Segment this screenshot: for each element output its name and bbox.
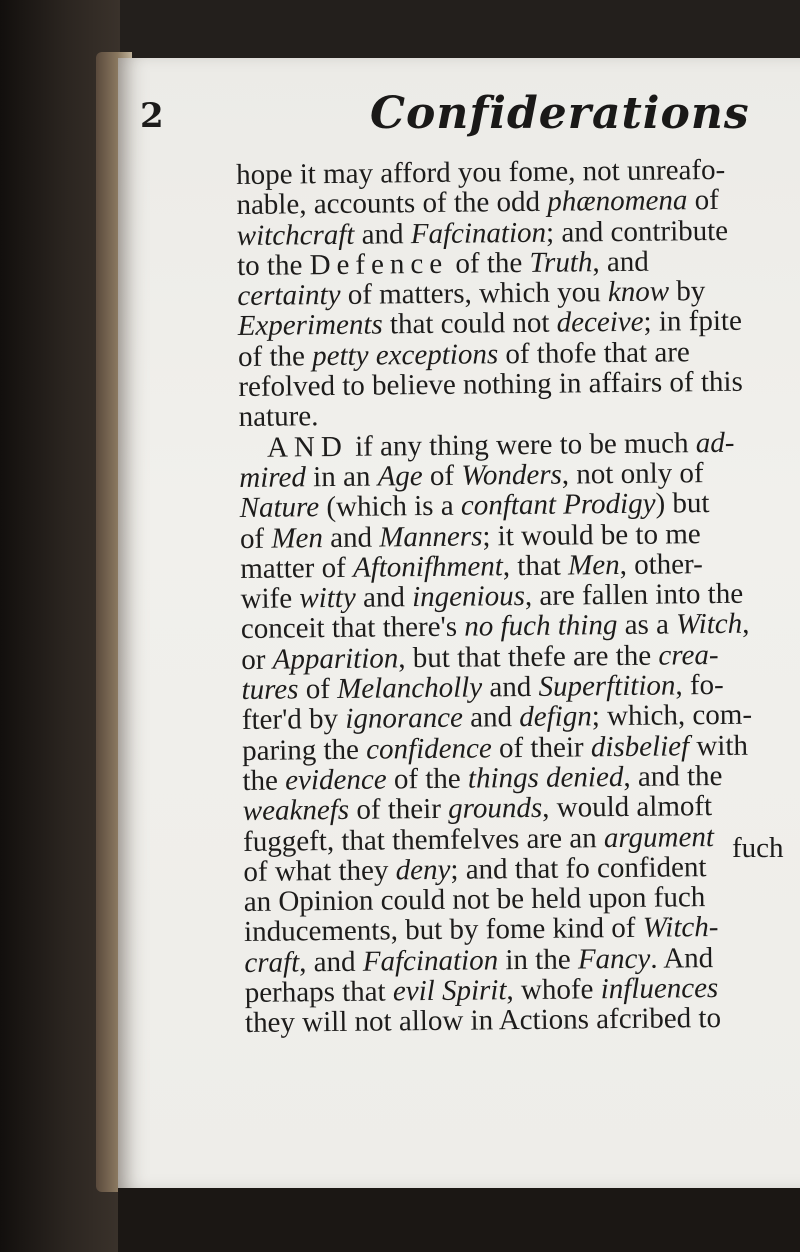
text-segment: , and the	[623, 759, 723, 793]
text-segment: deceive	[556, 306, 644, 340]
text-segment: no fuch thing	[464, 609, 618, 644]
text-line	[237, 215, 797, 251]
text-segment: Nature	[239, 491, 320, 525]
text-segment: things denied	[467, 760, 624, 795]
text-segment: , fo-	[675, 668, 724, 702]
text-segment: phænomena	[547, 184, 688, 219]
text-segment: grounds	[448, 792, 543, 826]
text-segment: or	[241, 643, 273, 676]
text-segment: confidence	[366, 731, 492, 766]
text-segment: they will not allow in Actions afcribed to	[244, 1002, 722, 1040]
text-segment: know	[607, 275, 670, 309]
text-segment: and	[462, 701, 520, 734]
text-segment: fter'd by	[241, 703, 346, 737]
text-segment: Wonders	[461, 458, 562, 492]
text-segment: of	[687, 184, 720, 217]
text-segment: in an	[305, 460, 378, 494]
text-segment: nature.	[238, 400, 319, 434]
text-segment: of their	[348, 793, 449, 827]
text-segment: Fafcination	[362, 944, 499, 978]
text-segment: Witch	[675, 608, 743, 641]
text-segment: that could not	[382, 307, 557, 341]
text-segment: the	[242, 764, 286, 797]
text-segment: Aftonifhment	[352, 550, 503, 584]
page-number: 2	[140, 96, 164, 136]
text-segment: argument	[603, 820, 715, 854]
text-segment: ignorance	[345, 701, 464, 736]
text-line	[244, 912, 800, 948]
text-segment: Fafcination	[410, 216, 547, 250]
text-segment: inducements, but by fome kind of	[243, 912, 643, 949]
text-segment: refolved to believe nothing in affairs of this	[238, 365, 743, 404]
text-segment: of the	[448, 246, 530, 280]
text-segment: Experiments	[237, 308, 383, 343]
text-line	[238, 306, 798, 342]
text-segment: hope it may afford you fome, not unreafo-	[235, 153, 726, 191]
body-text	[236, 154, 800, 1038]
text-segment: ; and that fo confident	[450, 850, 707, 886]
text-segment: nable, accounts of the odd	[236, 186, 548, 222]
text-segment: , would almoft	[542, 790, 713, 825]
text-line	[242, 760, 800, 796]
text-segment: of the	[237, 339, 313, 373]
text-segment: AND	[266, 430, 349, 464]
text-segment: of	[422, 459, 462, 493]
text-segment: defign	[519, 700, 592, 734]
text-segment: of thofe that are	[497, 336, 690, 371]
text-segment: Superftition	[538, 669, 676, 703]
text-segment: Men	[271, 521, 324, 555]
text-segment: ; it would be to me	[482, 517, 701, 553]
text-segment: , and	[592, 245, 649, 279]
text-segment: matter of	[240, 551, 354, 585]
text-segment: evil Spirit	[392, 974, 507, 1008]
text-segment: mired	[239, 461, 307, 494]
text-segment: Truth	[529, 246, 593, 279]
text-segment: petty exceptions	[311, 338, 499, 372]
text-segment: certainty	[237, 279, 341, 313]
text-segment: ad-	[695, 426, 735, 459]
text-segment: ; in fpite	[643, 305, 743, 339]
running-head: Confiderations	[370, 88, 750, 139]
text-segment: conftant Prodigy	[460, 487, 656, 522]
text-segment: and	[355, 581, 413, 614]
text-segment: witchcraft	[236, 218, 355, 252]
text-segment: an Opinion could not be held upon fuch	[243, 881, 706, 919]
text-segment: , but that thefe are the	[398, 639, 659, 675]
text-segment: of the	[386, 762, 469, 796]
text-segment: , are fallen into the	[524, 577, 744, 613]
text-segment: of matters, which you	[340, 276, 609, 312]
text-segment: tures	[241, 673, 299, 707]
text-segment: , and	[299, 945, 363, 979]
text-segment: influences	[600, 972, 719, 1006]
text-segment: , other-	[619, 547, 703, 581]
text-segment: and	[481, 670, 539, 704]
text-segment: and	[322, 521, 380, 554]
text-segment: of	[298, 673, 338, 706]
text-segment: ) but	[655, 487, 710, 520]
text-segment: weaknefs	[242, 794, 350, 828]
text-segment: Manners	[379, 520, 483, 554]
text-segment: with	[688, 729, 749, 762]
text-segment: to the	[236, 249, 310, 282]
text-segment: deny	[395, 853, 451, 887]
text-segment: Witch-	[642, 911, 719, 945]
text-segment: as a	[617, 608, 677, 642]
text-segment: fuggeft, that themfelves are an	[242, 821, 605, 858]
text-segment: wife	[240, 582, 300, 616]
text-segment: Fancy	[577, 942, 651, 976]
text-segment: , not only of	[561, 457, 704, 491]
text-segment: perhaps that	[244, 975, 394, 1009]
text-segment: and	[354, 217, 411, 251]
text-segment: by	[668, 275, 706, 308]
text-segment: ; which, com-	[591, 698, 753, 733]
text-segment: disbelief	[590, 729, 690, 763]
text-segment: . And	[650, 941, 714, 975]
text-line	[239, 427, 799, 463]
text-segment: of	[239, 522, 272, 555]
catchword: fuch	[732, 832, 784, 864]
text-segment: ,	[742, 608, 750, 641]
text-segment: Defence	[309, 247, 449, 282]
text-segment: crea-	[658, 638, 719, 672]
text-segment: of their	[491, 730, 592, 764]
text-segment: paring the	[242, 733, 367, 767]
text-segment: conceit that there's	[240, 611, 465, 646]
text-segment: (which is a	[318, 489, 462, 524]
text-segment: ; and contribute	[545, 214, 729, 249]
text-segment: ingenious	[411, 580, 526, 614]
text-segment: witty	[299, 581, 356, 615]
text-segment: Apparition	[272, 642, 399, 676]
text-segment: , that	[502, 549, 569, 583]
text-segment: evidence	[285, 763, 387, 797]
text-segment: Melancholly	[336, 671, 483, 706]
text-line	[245, 1002, 800, 1038]
text-segment: Men	[567, 548, 620, 582]
text-segment: craft	[244, 946, 300, 979]
text-segment: if any thing were to be much	[347, 426, 696, 463]
text-segment: Age	[377, 460, 423, 493]
text-segment: in the	[497, 943, 579, 977]
text-segment: of what they	[243, 854, 396, 888]
book-bottom-edge	[118, 1188, 800, 1252]
text-segment: , whofe	[506, 973, 601, 1007]
text-line	[238, 366, 798, 402]
